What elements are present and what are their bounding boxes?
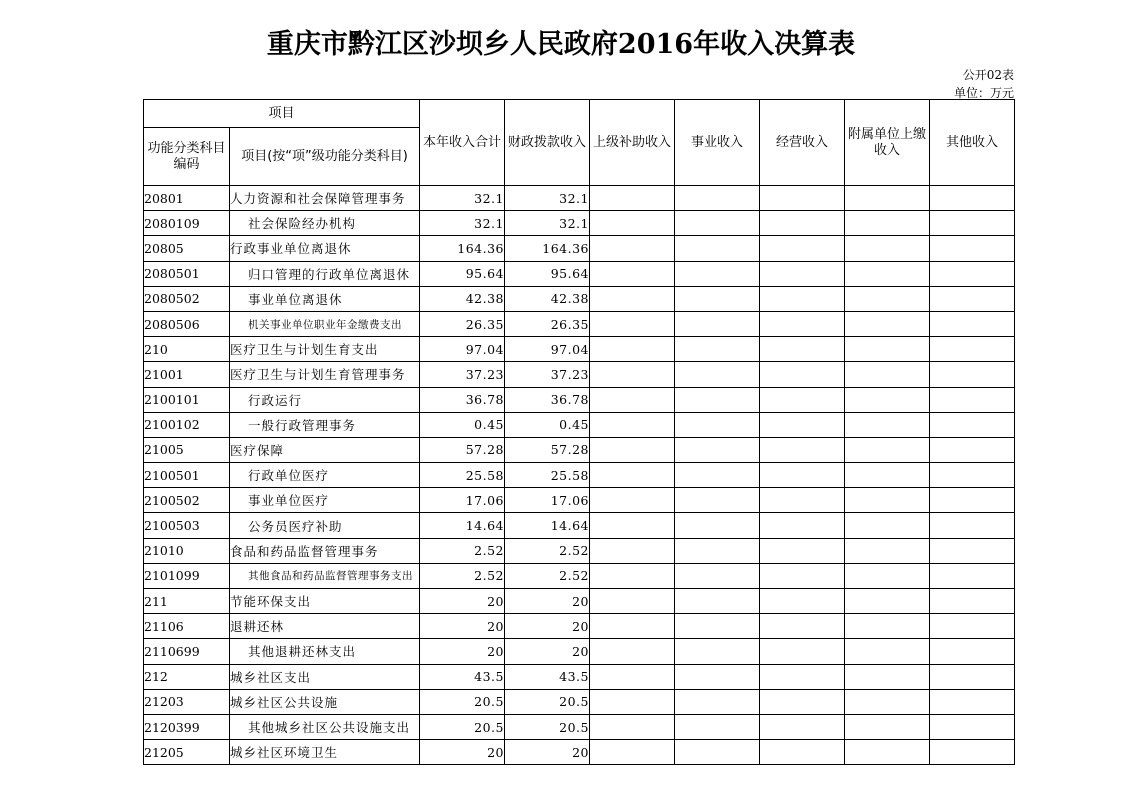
- table-row: [144, 513, 1015, 538]
- cell-operating: [760, 211, 845, 236]
- cell-business: [675, 311, 760, 336]
- cell-total: 26.35: [420, 311, 505, 336]
- cell-affiliated: [845, 387, 930, 412]
- cell-fiscal: 0.45: [505, 412, 590, 437]
- cell-superior: [590, 337, 675, 362]
- table-row: [144, 714, 1015, 739]
- cell-other: [930, 387, 1015, 412]
- cell-item-name: 医疗保障: [230, 437, 420, 462]
- cell-other: [930, 186, 1015, 211]
- cell-affiliated: [845, 337, 930, 362]
- cell-item-name: 城乡社区支出: [230, 664, 420, 689]
- cell-item-name: 归口管理的行政单位离退休: [230, 261, 420, 286]
- cell-business: [675, 563, 760, 588]
- cell-item-name: 其他城乡社区公共设施支出: [230, 714, 420, 739]
- cell-superior: [590, 689, 675, 714]
- table-row: [144, 437, 1015, 462]
- cell-other: [930, 689, 1015, 714]
- cell-operating: [760, 589, 845, 614]
- cell-superior: [590, 714, 675, 739]
- cell-fiscal: 14.64: [505, 513, 590, 538]
- cell-item-name: 公务员医疗补助: [230, 513, 420, 538]
- cell-item-name: 社会保险经办机构: [230, 211, 420, 236]
- table-row: [144, 211, 1015, 236]
- cell-superior: [590, 311, 675, 336]
- cell-superior: [590, 639, 675, 664]
- cell-total: 2.52: [420, 538, 505, 563]
- cell-other: [930, 337, 1015, 362]
- cell-total: 97.04: [420, 337, 505, 362]
- table-row: [144, 740, 1015, 765]
- cell-operating: [760, 614, 845, 639]
- cell-business: [675, 286, 760, 311]
- cell-code: 21005: [144, 437, 230, 462]
- cell-item-name: 城乡社区环境卫生: [230, 740, 420, 765]
- cell-fiscal: 2.52: [505, 538, 590, 563]
- cell-total: 20: [420, 639, 505, 664]
- cell-other: [930, 211, 1015, 236]
- cell-other: [930, 538, 1015, 563]
- cell-other: [930, 261, 1015, 286]
- cell-superior: [590, 211, 675, 236]
- cell-business: [675, 437, 760, 462]
- cell-code: 20805: [144, 236, 230, 261]
- cell-affiliated: [845, 714, 930, 739]
- cell-code: 2080109: [144, 211, 230, 236]
- cell-business: [675, 689, 760, 714]
- cell-code: 212: [144, 664, 230, 689]
- cell-total: 20: [420, 614, 505, 639]
- cell-item-name: 事业单位医疗: [230, 488, 420, 513]
- cell-code: 2100503: [144, 513, 230, 538]
- cell-superior: [590, 186, 675, 211]
- header-fiscal: 财政拨款收入: [505, 100, 590, 186]
- cell-total: 42.38: [420, 286, 505, 311]
- cell-superior: [590, 563, 675, 588]
- cell-superior: [590, 463, 675, 488]
- page-title: 重庆市黔江区沙坝乡人民政府2016年收入决算表: [266, 29, 856, 60]
- cell-item-name: 事业单位离退休: [230, 286, 420, 311]
- cell-fiscal: 164.36: [505, 236, 590, 261]
- cell-total: 25.58: [420, 463, 505, 488]
- cell-fiscal: 95.64: [505, 261, 590, 286]
- table-row: [144, 639, 1015, 664]
- cell-affiliated: [845, 362, 930, 387]
- cell-total: 0.45: [420, 412, 505, 437]
- cell-affiliated: [845, 538, 930, 563]
- cell-total: 20.5: [420, 714, 505, 739]
- cell-business: [675, 614, 760, 639]
- cell-total: 20.5: [420, 689, 505, 714]
- cell-business: [675, 337, 760, 362]
- cell-business: [675, 538, 760, 563]
- cell-total: 95.64: [420, 261, 505, 286]
- cell-total: 32.1: [420, 186, 505, 211]
- cell-item-name: 其他食品和药品监督管理事务支出: [230, 563, 420, 588]
- cell-affiliated: [845, 664, 930, 689]
- cell-item-name: 人力资源和社会保障管理事务: [230, 186, 420, 211]
- cell-superior: [590, 387, 675, 412]
- cell-total: 17.06: [420, 488, 505, 513]
- cell-superior: [590, 538, 675, 563]
- cell-total: 20: [420, 740, 505, 765]
- cell-code: 21010: [144, 538, 230, 563]
- unit-label: 单位：万元: [953, 86, 1014, 100]
- cell-superior: [590, 362, 675, 387]
- cell-affiliated: [845, 261, 930, 286]
- cell-operating: [760, 286, 845, 311]
- cell-operating: [760, 362, 845, 387]
- revenue-table: [143, 99, 1015, 765]
- cell-code: 20801: [144, 186, 230, 211]
- cell-superior: [590, 513, 675, 538]
- cell-other: [930, 740, 1015, 765]
- cell-operating: [760, 463, 845, 488]
- cell-fiscal: 57.28: [505, 437, 590, 462]
- cell-fiscal: 20: [505, 639, 590, 664]
- cell-superior: [590, 236, 675, 261]
- cell-total: 20: [420, 589, 505, 614]
- cell-item-name: 城乡社区公共设施: [230, 689, 420, 714]
- cell-business: [675, 387, 760, 412]
- cell-fiscal: 97.04: [505, 337, 590, 362]
- cell-business: [675, 463, 760, 488]
- cell-business: [675, 211, 760, 236]
- cell-other: [930, 463, 1015, 488]
- cell-code: 21106: [144, 614, 230, 639]
- cell-total: 32.1: [420, 211, 505, 236]
- cell-other: [930, 614, 1015, 639]
- table-row: [144, 261, 1015, 286]
- cell-business: [675, 362, 760, 387]
- header-operating: 经营收入: [760, 100, 845, 186]
- cell-fiscal: 36.78: [505, 387, 590, 412]
- cell-item-name: 退耕还林: [230, 614, 420, 639]
- table-row: [144, 412, 1015, 437]
- cell-other: [930, 563, 1015, 588]
- cell-fiscal: 37.23: [505, 362, 590, 387]
- cell-affiliated: [845, 740, 930, 765]
- header-total: 本年收入合计: [420, 100, 505, 186]
- cell-superior: [590, 488, 675, 513]
- cell-item-name: 食品和药品监督管理事务: [230, 538, 420, 563]
- table-row: [144, 362, 1015, 387]
- cell-code: 2100102: [144, 412, 230, 437]
- table-row: [144, 286, 1015, 311]
- cell-fiscal: 20: [505, 589, 590, 614]
- header-item-name: 项目(按“项”级功能分类科目): [230, 128, 420, 186]
- cell-code: 210: [144, 337, 230, 362]
- cell-code: 21205: [144, 740, 230, 765]
- cell-operating: [760, 337, 845, 362]
- cell-total: 37.23: [420, 362, 505, 387]
- table-row: [144, 589, 1015, 614]
- table-row: [144, 311, 1015, 336]
- cell-code: 2120399: [144, 714, 230, 739]
- cell-other: [930, 639, 1015, 664]
- cell-superior: [590, 740, 675, 765]
- cell-operating: [760, 311, 845, 336]
- cell-business: [675, 740, 760, 765]
- cell-operating: [760, 740, 845, 765]
- cell-operating: [760, 488, 845, 513]
- cell-superior: [590, 589, 675, 614]
- cell-superior: [590, 412, 675, 437]
- cell-business: [675, 412, 760, 437]
- cell-affiliated: [845, 689, 930, 714]
- cell-operating: [760, 538, 845, 563]
- cell-other: [930, 488, 1015, 513]
- cell-affiliated: [845, 488, 930, 513]
- table-row: [144, 236, 1015, 261]
- table-row: [144, 488, 1015, 513]
- cell-operating: [760, 261, 845, 286]
- cell-item-name: 行政单位医疗: [230, 463, 420, 488]
- table-row: [144, 337, 1015, 362]
- cell-operating: [760, 437, 845, 462]
- cell-superior: [590, 437, 675, 462]
- cell-code: 2100501: [144, 463, 230, 488]
- cell-code: 2080502: [144, 286, 230, 311]
- cell-item-name: 机关事业单位职业年金缴费支出: [230, 311, 420, 336]
- table-row: [144, 664, 1015, 689]
- cell-business: [675, 639, 760, 664]
- cell-fiscal: 43.5: [505, 664, 590, 689]
- table-row: [144, 563, 1015, 588]
- header-other: 其他收入: [930, 100, 1015, 186]
- table-row: [144, 614, 1015, 639]
- table-row: [144, 463, 1015, 488]
- cell-superior: [590, 664, 675, 689]
- cell-affiliated: [845, 589, 930, 614]
- cell-operating: [760, 186, 845, 211]
- table-row: [144, 538, 1015, 563]
- cell-other: [930, 362, 1015, 387]
- cell-operating: [760, 714, 845, 739]
- cell-fiscal: 17.06: [505, 488, 590, 513]
- cell-business: [675, 488, 760, 513]
- cell-affiliated: [845, 412, 930, 437]
- cell-other: [930, 714, 1015, 739]
- cell-other: [930, 437, 1015, 462]
- cell-other: [930, 513, 1015, 538]
- cell-fiscal: 20: [505, 740, 590, 765]
- cell-affiliated: [845, 639, 930, 664]
- cell-other: [930, 236, 1015, 261]
- cell-operating: [760, 639, 845, 664]
- cell-affiliated: [845, 563, 930, 588]
- cell-other: [930, 311, 1015, 336]
- cell-total: 57.28: [420, 437, 505, 462]
- cell-code: 2100101: [144, 387, 230, 412]
- cell-item-name: 行政事业单位离退休: [230, 236, 420, 261]
- cell-operating: [760, 236, 845, 261]
- cell-other: [930, 589, 1015, 614]
- cell-affiliated: [845, 513, 930, 538]
- cell-other: [930, 664, 1015, 689]
- cell-item-name: 节能环保支出: [230, 589, 420, 614]
- cell-business: [675, 261, 760, 286]
- cell-code: 21001: [144, 362, 230, 387]
- cell-operating: [760, 513, 845, 538]
- cell-affiliated: [845, 186, 930, 211]
- header-business: 事业收入: [675, 100, 760, 186]
- cell-total: 36.78: [420, 387, 505, 412]
- cell-superior: [590, 614, 675, 639]
- cell-business: [675, 186, 760, 211]
- header-code: 功能分类科目编码: [144, 128, 230, 186]
- cell-affiliated: [845, 311, 930, 336]
- cell-superior: [590, 261, 675, 286]
- cell-code: 2110699: [144, 639, 230, 664]
- cell-item-name: 医疗卫生与计划生育管理事务: [230, 362, 420, 387]
- cell-total: 164.36: [420, 236, 505, 261]
- table-row: [144, 186, 1015, 211]
- cell-operating: [760, 563, 845, 588]
- header-superior: 上级补助收入: [590, 100, 675, 186]
- cell-code: 211: [144, 589, 230, 614]
- cell-code: 21203: [144, 689, 230, 714]
- cell-business: [675, 664, 760, 689]
- cell-business: [675, 589, 760, 614]
- cell-other: [930, 412, 1015, 437]
- cell-operating: [760, 664, 845, 689]
- cell-operating: [760, 412, 845, 437]
- cell-fiscal: 20.5: [505, 689, 590, 714]
- cell-item-name: 一般行政管理事务: [230, 412, 420, 437]
- cell-code: 2100502: [144, 488, 230, 513]
- cell-business: [675, 236, 760, 261]
- form-number: 公开02表: [962, 68, 1014, 82]
- cell-code: 2101099: [144, 563, 230, 588]
- cell-total: 2.52: [420, 563, 505, 588]
- cell-affiliated: [845, 437, 930, 462]
- cell-fiscal: 26.35: [505, 311, 590, 336]
- cell-other: [930, 286, 1015, 311]
- cell-affiliated: [845, 463, 930, 488]
- cell-fiscal: 20: [505, 614, 590, 639]
- cell-superior: [590, 286, 675, 311]
- cell-item-name: 医疗卫生与计划生育支出: [230, 337, 420, 362]
- cell-item-name: 其他退耕还林支出: [230, 639, 420, 664]
- cell-fiscal: 20.5: [505, 714, 590, 739]
- cell-affiliated: [845, 211, 930, 236]
- cell-fiscal: 32.1: [505, 211, 590, 236]
- cell-fiscal: 25.58: [505, 463, 590, 488]
- cell-business: [675, 513, 760, 538]
- cell-total: 43.5: [420, 664, 505, 689]
- cell-fiscal: 42.38: [505, 286, 590, 311]
- cell-item-name: 行政运行: [230, 387, 420, 412]
- table-row: [144, 387, 1015, 412]
- cell-operating: [760, 689, 845, 714]
- cell-code: 2080506: [144, 311, 230, 336]
- cell-operating: [760, 387, 845, 412]
- cell-affiliated: [845, 286, 930, 311]
- cell-total: 14.64: [420, 513, 505, 538]
- cell-fiscal: 2.52: [505, 563, 590, 588]
- table-body: [144, 186, 1015, 765]
- table-row: [144, 689, 1015, 714]
- cell-business: [675, 714, 760, 739]
- cell-affiliated: [845, 614, 930, 639]
- header-item-group: 项目: [144, 100, 420, 128]
- header-affiliated: 附属单位上缴收入: [845, 100, 930, 186]
- cell-fiscal: 32.1: [505, 186, 590, 211]
- cell-code: 2080501: [144, 261, 230, 286]
- cell-affiliated: [845, 236, 930, 261]
